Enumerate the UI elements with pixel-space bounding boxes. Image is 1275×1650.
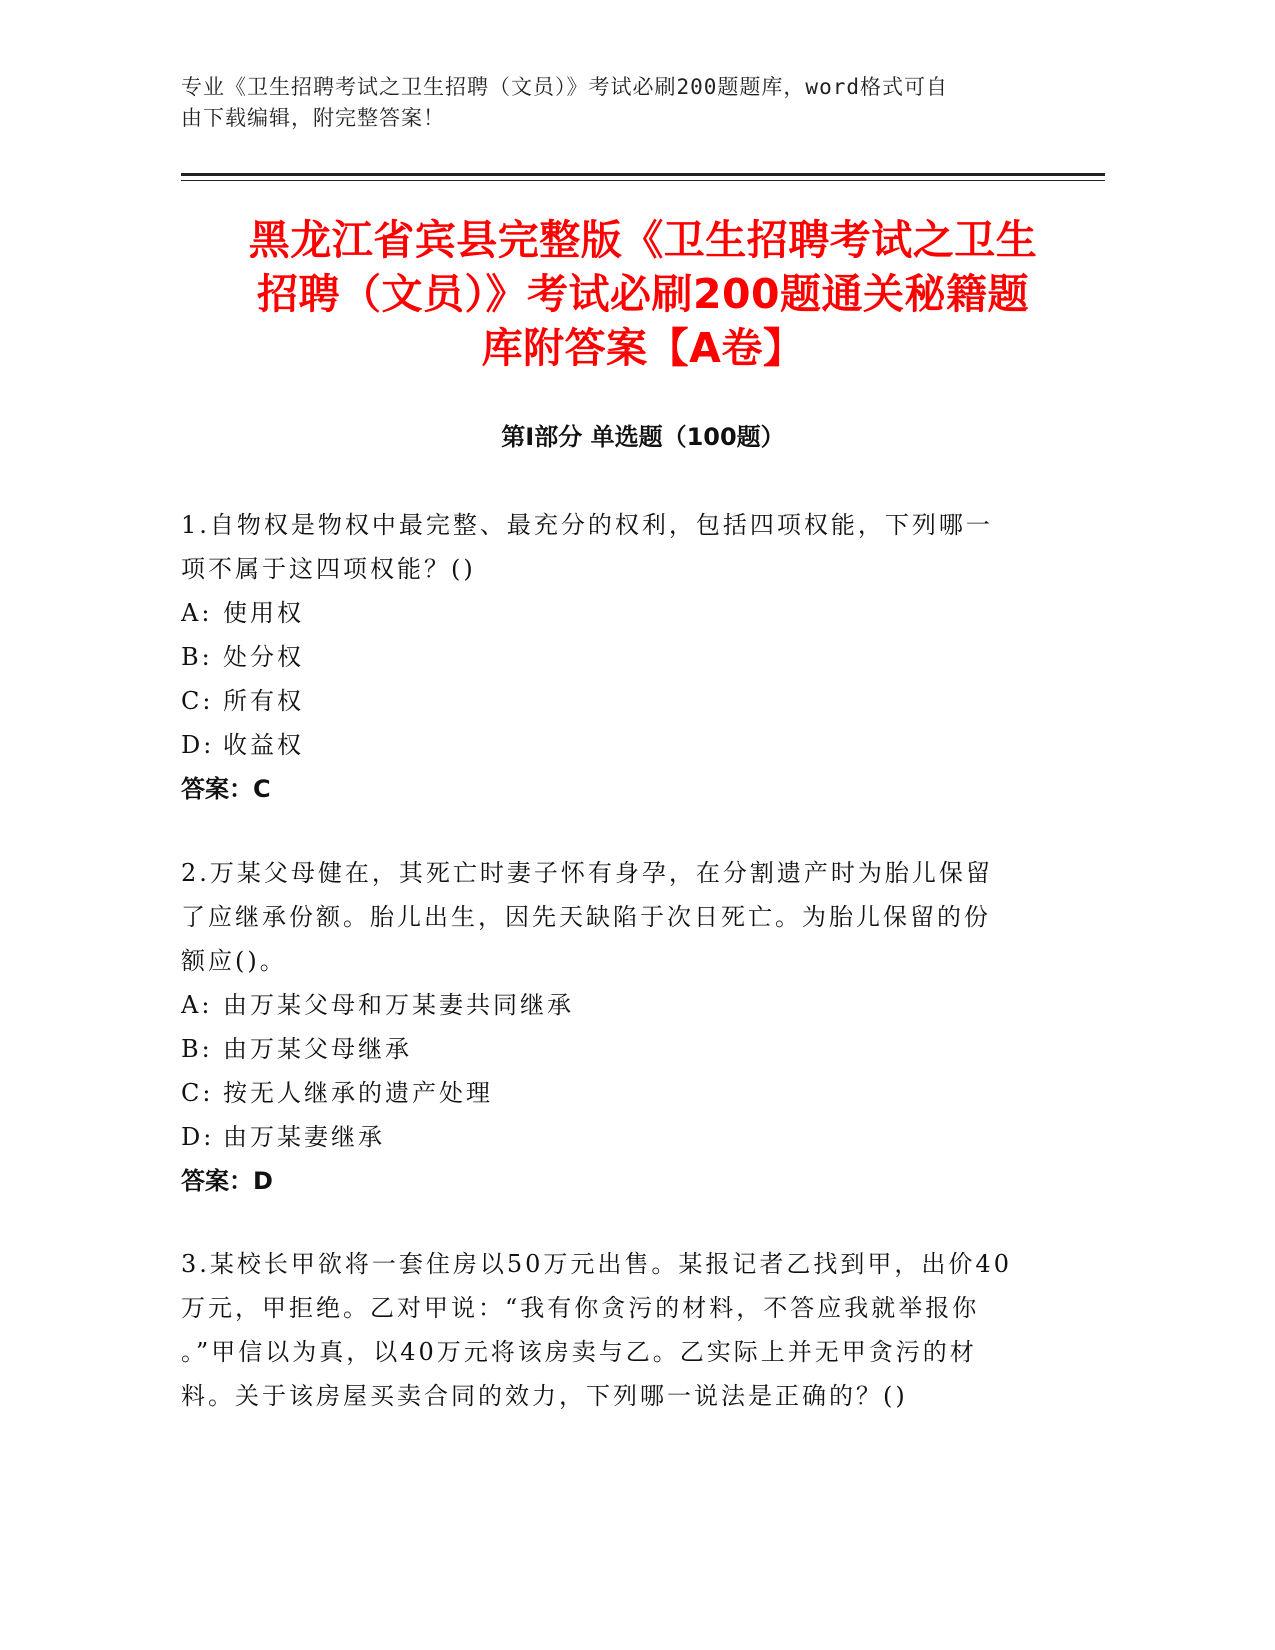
stem-line: 1.自物权是物权中最完整、最充分的权利，包括四项权能，下列哪一	[181, 511, 993, 539]
option-label: A:	[181, 599, 213, 627]
stem-line: 了应继承份额。胎儿出生，因先天缺陷于次日死亡。为胎儿保留的份	[181, 903, 991, 931]
document-title	[181, 213, 1105, 375]
stem-line: 万元，甲拒绝。乙对甲说：“我有你贪污的材料，不答应我就举报你	[181, 1294, 980, 1322]
question-2	[181, 851, 1041, 1203]
option-label: C:	[181, 687, 214, 715]
stem-line: 项不属于这四项权能？()	[181, 555, 476, 583]
option-d	[181, 723, 1041, 767]
header-line-2: 由下载编辑，附完整答案！	[181, 106, 445, 130]
answer: 答案：D	[181, 1167, 273, 1195]
answer: 答案：C	[181, 775, 271, 803]
option-c	[181, 1071, 1041, 1115]
option-b	[181, 635, 1041, 679]
title-line-1: 黑龙江省宾县完整版《卫生招聘考试之卫生	[248, 216, 1038, 264]
stem-line: 。”甲信以为真，以40万元将该房卖与乙。乙实际上并无甲贪污的材	[181, 1338, 977, 1366]
option-a	[181, 983, 1041, 1027]
option-label: A:	[181, 991, 213, 1019]
option-label: D:	[181, 1123, 215, 1151]
header-divider-thick	[181, 173, 1105, 176]
option-c	[181, 679, 1041, 723]
header-divider-thin	[181, 180, 1105, 181]
option-list	[181, 983, 1041, 1159]
option-text: 由万某父母继承	[223, 1035, 412, 1063]
title-line-3: 库附答案【A卷】	[481, 324, 805, 372]
question-stem	[181, 1242, 1041, 1418]
title-line-2: 招聘（文员）》考试必刷200题通关秘籍题	[256, 270, 1030, 318]
option-text: 处分权	[223, 643, 304, 671]
question-1	[181, 503, 1041, 811]
question-stem	[181, 503, 1041, 591]
option-text: 由万某父母和万某妻共同继承	[223, 991, 574, 1019]
stem-line: 额应()。	[181, 947, 287, 975]
question-stem	[181, 851, 1041, 983]
header-line-1: 专业《卫生招聘考试之卫生招聘（文员）》考试必刷200题题库，word格式可自	[181, 75, 948, 99]
document-header	[181, 72, 1031, 134]
option-a	[181, 591, 1041, 635]
option-text: 所有权	[223, 687, 304, 715]
option-label: C:	[181, 1079, 214, 1107]
option-text: 按无人继承的遗产处理	[223, 1079, 493, 1107]
option-d	[181, 1115, 1041, 1159]
option-list	[181, 591, 1041, 767]
stem-line: 3.某校长甲欲将一套住房以50万元出售。某报记者乙找到甲，出价40	[181, 1250, 1012, 1278]
section-heading: 第I部分 单选题（100题）	[501, 423, 785, 451]
option-text: 收益权	[223, 731, 304, 759]
option-label: B:	[181, 643, 213, 671]
question-3	[181, 1242, 1041, 1418]
option-text: 使用权	[223, 599, 304, 627]
stem-line: 2.万某父母健在，其死亡时妻子怀有身孕，在分割遗产时为胎儿保留	[181, 859, 993, 887]
option-label: B:	[181, 1035, 213, 1063]
option-text: 由万某妻继承	[223, 1123, 385, 1151]
stem-line: 料。关于该房屋买卖合同的效力，下列哪一说法是正确的？()	[181, 1382, 908, 1410]
option-label: D:	[181, 731, 215, 759]
option-b	[181, 1027, 1041, 1071]
